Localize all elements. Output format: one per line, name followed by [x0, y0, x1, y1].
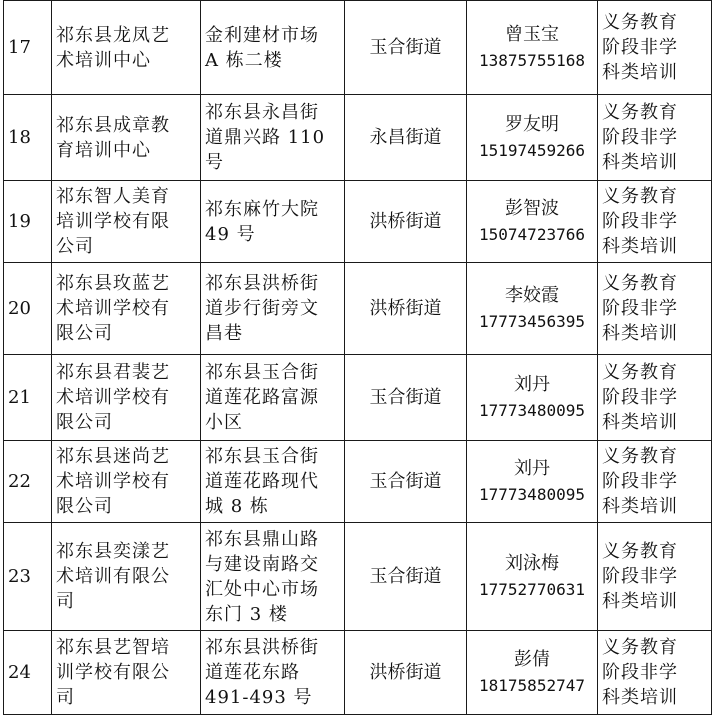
row-number: 18: [4, 95, 52, 181]
institution-name-line: 术培训中心: [56, 49, 151, 71]
row-number: 24: [4, 631, 52, 715]
institution-name-line: 祁东县玫蓝艺: [56, 273, 170, 294]
institution-name: [52, 181, 201, 263]
training-type-line: 科类培训: [602, 152, 678, 173]
table-row: [4, 631, 712, 715]
subdistrict: 洪桥街道: [345, 181, 467, 263]
institution-address: [201, 523, 345, 631]
institution-name: [52, 263, 201, 355]
institution-name-line: 祁东县君裴艺: [56, 362, 170, 383]
training-type-line: 科类培训: [602, 412, 678, 433]
institution-address: [201, 441, 345, 523]
institution-name-line: 司: [56, 687, 75, 708]
contact-person: 刘丹: [514, 457, 550, 479]
training-type-line: 科类培训: [602, 323, 678, 344]
address-line: 祁东县玉合街: [205, 446, 319, 467]
table-row: [4, 355, 712, 441]
contact-person: 刘丹: [514, 373, 550, 395]
institution-name: [52, 355, 201, 441]
address-line: 道莲花东路: [205, 662, 300, 683]
contact-cell: [467, 631, 598, 715]
institution-name-line: 祁东县龙凤艺: [56, 24, 170, 46]
training-type-line: 阶段非学: [602, 37, 678, 58]
subdistrict: 玉合街道: [345, 355, 467, 441]
institution-name: [52, 523, 201, 631]
address-line: A 栋二楼: [205, 49, 283, 71]
table-row: [4, 1, 712, 95]
training-type-line: 阶段非学: [602, 566, 678, 587]
address-line: 与建设南路交: [205, 553, 319, 575]
institution-name-line: 术培训学校有: [56, 387, 170, 408]
institution-name: [52, 95, 201, 181]
institution-name-line: 限公司: [56, 412, 113, 433]
institution-address: [201, 95, 345, 181]
training-type: [598, 441, 712, 523]
address-line: 49 号: [205, 223, 256, 245]
institution-name: [52, 441, 201, 523]
training-type: [598, 1, 712, 95]
training-type: [598, 631, 712, 715]
training-type-line: 科类培训: [602, 687, 678, 708]
training-type-line: 阶段非学: [602, 127, 678, 148]
contact-phone: 15074723766: [479, 224, 585, 244]
address-line: 道莲花路现代: [205, 471, 319, 492]
institution-name-line: 限公司: [56, 323, 113, 344]
table-row: [4, 263, 712, 355]
contact-phone: 13875755168: [479, 50, 585, 70]
training-type-line: 义务教育: [602, 362, 678, 383]
address-line: 汇处中心市场: [205, 578, 319, 600]
training-type-line: 科类培训: [602, 62, 678, 83]
subdistrict: 洪桥街道: [345, 263, 467, 355]
institution-address: [201, 1, 345, 95]
training-type-line: 义务教育: [602, 446, 678, 467]
address-line: 道鼎兴路 110: [205, 127, 326, 148]
address-line: 小区: [205, 412, 243, 433]
training-type-line: 义务教育: [602, 186, 678, 207]
contact-cell: [467, 523, 598, 631]
address-line: 昌巷: [205, 323, 243, 344]
contact-cell: [467, 181, 598, 263]
training-type: [598, 95, 712, 181]
training-type-line: 科类培训: [602, 236, 678, 257]
training-type-line: 义务教育: [602, 12, 678, 33]
training-institution-table: [3, 0, 712, 715]
training-type-line: 阶段非学: [602, 387, 678, 408]
contact-phone: 17773456395: [479, 311, 585, 331]
institution-name-line: 育培训中心: [56, 139, 151, 161]
institution-name-line: 祁东县迷尚艺: [56, 446, 170, 467]
row-number: 21: [4, 355, 52, 441]
address-line: 东门 3 楼: [205, 603, 288, 625]
address-line: 祁东县洪桥街: [205, 637, 319, 658]
subdistrict: 玉合街道: [345, 523, 467, 631]
training-type: [598, 181, 712, 263]
institution-name-line: 祁东智人美育: [56, 186, 170, 207]
contact-person: 曾玉宝: [505, 23, 559, 45]
institution-address: [201, 631, 345, 715]
contact-cell: [467, 355, 598, 441]
training-type-line: 阶段非学: [602, 298, 678, 319]
row-number: 17: [4, 1, 52, 95]
contact-phone: 18175852747: [479, 675, 585, 695]
address-line: 祁东县洪桥街: [205, 273, 319, 294]
training-type-line: 阶段非学: [602, 471, 678, 492]
institution-name-line: 限公司: [56, 496, 113, 517]
address-line: 城 8 栋: [205, 496, 269, 517]
row-number: 22: [4, 441, 52, 523]
training-type-line: 阶段非学: [602, 211, 678, 232]
training-type-line: 科类培训: [602, 496, 678, 517]
table-row: [4, 523, 712, 631]
institution-name-line: 训学校有限公: [56, 662, 170, 683]
address-line: 491-493 号: [205, 687, 313, 708]
institution-address: [201, 263, 345, 355]
row-number: 23: [4, 523, 52, 631]
institution-address: [201, 181, 345, 263]
address-line: 祁东县永昌街: [205, 102, 319, 123]
training-type-line: 义务教育: [602, 102, 678, 123]
contact-phone: 17773480095: [479, 400, 585, 420]
institution-name-line: 祁东县奕漾艺: [56, 541, 170, 562]
training-type-line: 义务教育: [602, 541, 678, 562]
contact-cell: [467, 95, 598, 181]
subdistrict: 洪桥街道: [345, 631, 467, 715]
table-row: [4, 181, 712, 263]
subdistrict: 永昌街道: [345, 95, 467, 181]
training-type: [598, 355, 712, 441]
address-line: 金利建材市场: [205, 24, 319, 46]
contact-cell: [467, 441, 598, 523]
contact-person: 彭倩: [514, 648, 550, 670]
contact-person: 李姣霞: [505, 284, 559, 306]
table-body: [4, 1, 712, 715]
institution-name-line: 司: [56, 591, 75, 612]
address-line: 道莲花路富源: [205, 387, 319, 408]
institution-name-line: 术培训学校有: [56, 298, 170, 319]
contact-phone: 15197459266: [479, 140, 585, 160]
training-type-line: 义务教育: [602, 273, 678, 294]
address-line: 道步行街旁文: [205, 298, 319, 319]
institution-name: [52, 631, 201, 715]
table-row: [4, 441, 712, 523]
institution-name-line: 公司: [56, 236, 94, 257]
training-type-line: 义务教育: [602, 637, 678, 658]
institution-name-line: 术培训学校有: [56, 471, 170, 492]
institution-name: [52, 1, 201, 95]
address-line: 祁东县玉合街: [205, 362, 319, 383]
contact-cell: [467, 263, 598, 355]
contact-phone: 17752770631: [479, 579, 585, 599]
row-number: 19: [4, 181, 52, 263]
institution-name-line: 术培训有限公: [56, 566, 170, 587]
training-type-line: 科类培训: [602, 591, 678, 612]
contact-phone: 17773480095: [479, 484, 585, 504]
address-line: 祁东麻竹大院: [205, 198, 319, 220]
training-type: [598, 523, 712, 631]
row-number: 20: [4, 263, 52, 355]
contact-person: 刘泳梅: [505, 552, 559, 574]
subdistrict: 玉合街道: [345, 441, 467, 523]
table-row: [4, 95, 712, 181]
institution-name-line: 培训学校有限: [56, 211, 170, 232]
address-line: 号: [205, 152, 224, 173]
institution-name-line: 祁东县艺智培: [56, 637, 170, 658]
address-line: 祁东县鼎山路: [205, 528, 319, 550]
training-type: [598, 263, 712, 355]
subdistrict: 玉合街道: [345, 1, 467, 95]
institution-name-line: 祁东县成章教: [56, 114, 170, 136]
training-type-line: 阶段非学: [602, 662, 678, 683]
contact-person: 罗友明: [505, 113, 559, 135]
contact-cell: [467, 1, 598, 95]
institution-address: [201, 355, 345, 441]
contact-person: 彭智波: [505, 197, 559, 219]
